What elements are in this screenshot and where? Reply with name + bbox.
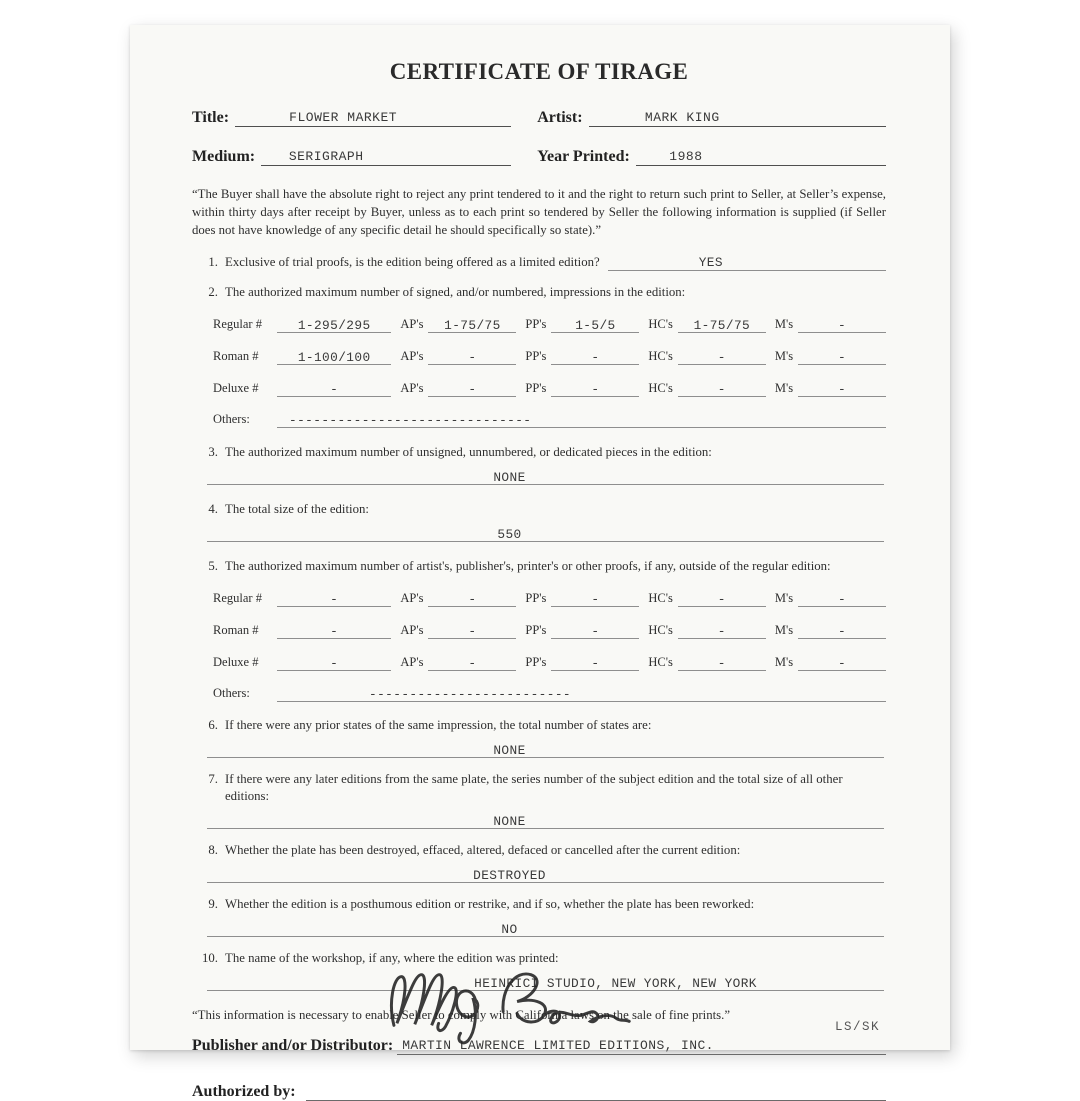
question-7-text: If there were any later editions from the same plate, the series number of the subject edition and the total size of all other editions:	[225, 772, 843, 804]
grid-cell	[798, 380, 886, 397]
others-value: ------------------------------	[289, 413, 532, 429]
q2-row-roman	[213, 348, 886, 365]
question-1	[192, 254, 886, 271]
grid-value: -	[330, 592, 339, 608]
col-label-pps: PP's	[525, 317, 547, 332]
grid-value: -	[717, 624, 726, 640]
grid-value: -	[468, 624, 477, 640]
question-1-text: Exclusive of trial proofs, is the edition being offered as a limited edition?	[225, 255, 600, 270]
grid-cell	[277, 654, 391, 671]
grid-value: -	[837, 624, 847, 640]
header-row-2	[192, 147, 886, 166]
title-label: Title:	[192, 109, 230, 126]
authorized-underline	[306, 1082, 886, 1101]
row-label: Roman #	[213, 349, 259, 364]
question-6-number: 6.	[208, 718, 218, 733]
question-5	[192, 558, 886, 575]
grid-cell	[798, 590, 886, 607]
others-label: Others:	[213, 686, 250, 701]
grid-value: -	[717, 382, 726, 398]
grid-value: -	[468, 592, 477, 608]
q2-others-row	[213, 411, 886, 428]
grid-cell	[428, 380, 516, 397]
field-year-printed	[537, 147, 886, 166]
grid-value: -	[468, 656, 477, 672]
grid-cell	[678, 316, 766, 333]
field-artist	[537, 108, 886, 127]
question-5-text: The authorized maximum number of artist's, publisher's, printer's or other proofs, if any, outside of the regular edition:	[225, 559, 831, 574]
question-10-number: 10.	[202, 951, 218, 966]
question-8-answer: DESTROYED	[473, 868, 546, 884]
question-6-answer: NONE	[493, 743, 526, 759]
certificate-paper	[130, 25, 950, 1101]
grid-cell	[678, 380, 766, 397]
medium-underline	[261, 147, 511, 166]
q5-row-roman	[213, 622, 886, 639]
authorized-by-label: Authorized by:	[192, 1083, 296, 1101]
question-4-text: The total size of the edition:	[225, 502, 369, 517]
question-6-text: If there were any prior states of the same impression, the total number of states are:	[225, 718, 652, 733]
corner-code: LS/SK	[834, 1020, 880, 1034]
page-title: CERTIFICATE OF TIRAGE	[389, 59, 689, 84]
grid-value: -	[591, 382, 600, 398]
header-row-1	[192, 108, 886, 127]
year-printed-underline	[636, 147, 886, 166]
row-label: Deluxe #	[213, 655, 259, 670]
q5-row-regular	[213, 590, 886, 607]
medium-label: Medium:	[192, 148, 256, 165]
grid-value: -	[591, 592, 600, 608]
question-8	[192, 842, 886, 859]
grid-value: -	[717, 592, 726, 608]
question-9-text: Whether the edition is a posthumous edition or restrike, and if so, whether the plate has been reworked:	[225, 897, 755, 912]
publisher-label: Publisher and/or Distributor:	[192, 1037, 394, 1055]
col-label-hcs: HC's	[648, 349, 673, 364]
grid-cell	[277, 380, 391, 397]
grid-cell	[798, 316, 886, 333]
col-label-aps: AP's	[400, 591, 424, 606]
question-4-answer: 550	[497, 527, 522, 543]
q2-row-regular	[213, 316, 886, 333]
grid-value: 1-5/5	[575, 318, 616, 334]
grid-value: -	[591, 624, 600, 640]
col-label-ms: M's	[774, 591, 794, 606]
grid-value: -	[468, 350, 477, 366]
question-10-answer: HEINRICI STUDIO, NEW YORK, NEW YORK	[474, 976, 757, 992]
question-2-number: 2.	[208, 285, 218, 300]
medium-value: SERIGRAPH	[288, 149, 364, 164]
grid-cell	[551, 654, 639, 671]
grid-cell	[551, 590, 639, 607]
grid-cell	[551, 380, 639, 397]
grid-value: -	[717, 656, 726, 672]
signature	[384, 961, 662, 1047]
title-underline	[235, 108, 511, 127]
artist-value: MARK KING	[644, 110, 720, 125]
california-law-note: “This information is necessary to enable Seller to comply with California laws on the sale of fine prints.”	[192, 1008, 731, 1023]
question-8-answer-line	[207, 866, 884, 883]
year-printed-label: Year Printed:	[537, 148, 630, 165]
others-value: -------------------------	[369, 687, 571, 703]
question-1-number: 1.	[208, 255, 218, 270]
col-label-hcs: HC's	[648, 623, 673, 638]
others-underline	[277, 685, 886, 702]
question-3-answer: NONE	[493, 470, 526, 486]
row-label: Regular #	[213, 591, 262, 606]
col-label-pps: PP's	[525, 381, 547, 396]
question-3-text: The authorized maximum number of unsigned, unnumbered, or dedicated pieces in the edition:	[225, 445, 712, 460]
grid-value: -	[837, 592, 847, 608]
row-label: Roman #	[213, 623, 259, 638]
grid-value: -	[837, 382, 847, 398]
grid-cell	[277, 622, 391, 639]
q2-row-deluxe	[213, 380, 886, 397]
col-label-pps: PP's	[525, 349, 547, 364]
question-9-number: 9.	[208, 897, 218, 912]
col-label-hcs: HC's	[648, 381, 673, 396]
col-label-hcs: HC's	[648, 317, 673, 332]
question-9	[192, 896, 886, 913]
title-value: FLOWER MARKET	[289, 110, 398, 125]
grid-cell	[798, 654, 886, 671]
question-10-text: The name of the workshop, if any, where the edition was printed:	[225, 951, 559, 966]
q5-others-row	[213, 685, 886, 702]
grid-cell	[428, 654, 516, 671]
grid-cell	[277, 316, 391, 333]
question-6-answer-line	[207, 741, 884, 758]
col-label-ms: M's	[774, 381, 794, 396]
col-label-ms: M's	[774, 317, 794, 332]
question-1-answer: YES	[698, 255, 723, 271]
question-7	[192, 771, 886, 805]
col-label-pps: PP's	[525, 655, 547, 670]
question-2	[192, 284, 886, 301]
question-4	[192, 501, 886, 518]
field-title	[192, 108, 511, 127]
col-label-ms: M's	[774, 623, 794, 638]
grid-value: -	[591, 656, 600, 672]
grid-value: -	[837, 318, 847, 334]
grid-cell	[428, 316, 516, 333]
question-7-answer: NONE	[493, 814, 526, 830]
grid-value: -	[837, 656, 847, 672]
col-label-pps: PP's	[525, 591, 547, 606]
q5-row-deluxe	[213, 654, 886, 671]
grid-cell	[551, 622, 639, 639]
question-8-text: Whether the plate has been destroyed, effaced, altered, defaced or cancelled after the current edition:	[225, 843, 741, 858]
grid-cell	[428, 622, 516, 639]
grid-cell	[551, 316, 639, 333]
grid-value: -	[330, 624, 339, 640]
question-3	[192, 444, 886, 461]
grid-cell	[678, 622, 766, 639]
grid-cell	[428, 590, 516, 607]
grid-cell	[678, 590, 766, 607]
col-label-aps: AP's	[400, 623, 424, 638]
grid-value: -	[468, 382, 477, 398]
grid-value: -	[591, 350, 600, 366]
grid-value: -	[330, 656, 339, 672]
grid-cell	[798, 348, 886, 365]
grid-value: -	[330, 382, 339, 398]
col-label-aps: AP's	[400, 381, 424, 396]
question-3-number: 3.	[208, 445, 218, 460]
question-6	[192, 717, 886, 734]
year-printed-value: 1988	[669, 149, 703, 164]
col-label-pps: PP's	[525, 623, 547, 638]
question-7-answer-line	[207, 812, 884, 829]
buyer-rights-paragraph: “The Buyer shall have the absolute right to reject any print tendered to it and the right to return such print to Seller, at Seller’s expense, within thirty days after receipt by Buyer, unless as to each print so tendered by Seller the following information is supplied (if Seller does not have knowledge of any specific detail he should specifically so state).”	[192, 187, 886, 238]
question-4-number: 4.	[208, 502, 218, 517]
question-2-text: The authorized maximum number of signed, and/or numbered, impressions in the edition:	[225, 285, 686, 300]
col-label-hcs: HC's	[648, 655, 673, 670]
authorized-row	[192, 1082, 886, 1101]
col-label-aps: AP's	[400, 349, 424, 364]
row-label: Regular #	[213, 317, 262, 332]
grid-value: 1-75/75	[693, 318, 751, 334]
question-1-answer-line	[608, 254, 886, 271]
field-medium	[192, 147, 511, 166]
col-label-hcs: HC's	[648, 591, 673, 606]
grid-cell	[678, 654, 766, 671]
row-label: Deluxe #	[213, 381, 259, 396]
question-3-answer-line	[207, 468, 884, 485]
question-4-answer-line	[207, 525, 884, 542]
question-9-answer-line	[207, 920, 884, 937]
grid-value: -	[837, 350, 847, 366]
others-underline	[277, 411, 886, 428]
col-label-ms: M's	[774, 655, 794, 670]
grid-cell	[551, 348, 639, 365]
grid-cell	[798, 622, 886, 639]
grid-value: 1-100/100	[297, 350, 371, 366]
grid-cell	[428, 348, 516, 365]
col-label-aps: AP's	[400, 655, 424, 670]
grid-cell	[277, 348, 391, 365]
grid-value: 1-75/75	[444, 318, 501, 334]
artist-underline	[589, 108, 886, 127]
question-8-number: 8.	[208, 843, 218, 858]
col-label-ms: M's	[774, 349, 794, 364]
artist-label: Artist:	[537, 109, 583, 126]
grid-value: -	[717, 350, 726, 366]
grid-value: 1-295/295	[297, 318, 371, 334]
question-5-number: 5.	[208, 559, 218, 574]
publisher-value: MARTIN LAWRENCE LIMITED EDITIONS, INC.	[402, 1038, 714, 1054]
grid-cell	[678, 348, 766, 365]
grid-cell	[277, 590, 391, 607]
others-label: Others:	[213, 412, 250, 427]
col-label-aps: AP's	[400, 317, 424, 332]
question-9-answer: NO	[501, 922, 518, 938]
question-7-number: 7.	[208, 772, 218, 787]
